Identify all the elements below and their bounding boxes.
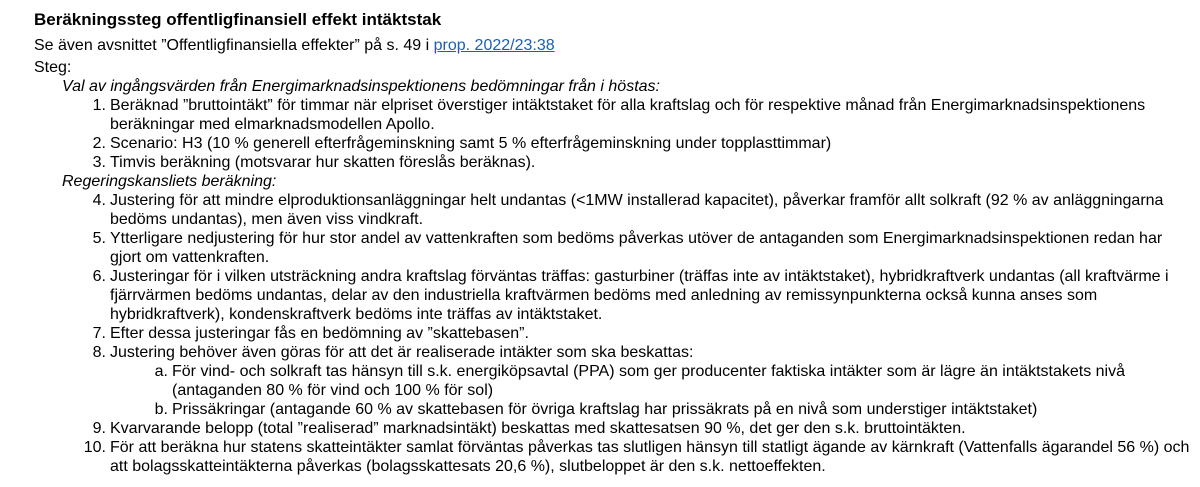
- sub-step-letter: b.: [154, 401, 168, 418]
- step-list: [62, 96, 1194, 172]
- see-also-line: [34, 36, 1194, 55]
- step-text: Beräknad ”bruttointäkt” för timmar när elpriset överstiger intäktstaket för alla kraftslag och för respektive månad från Energimarknadsinspektionens beräkningar med elmarknadsmodellen Apollo.: [110, 97, 1146, 133]
- see-also-text: Se även avsnittet ”Offentligfinansiella effekter” på s. 49 i: [34, 37, 434, 54]
- step-number: 4.: [92, 192, 106, 209]
- sub-list-item: [110, 362, 1194, 400]
- step-list: [62, 191, 1194, 476]
- step-text: Justering behöver även göras för att det är realiserade intäkter som ska beskattas:: [110, 344, 694, 361]
- sub-list: [110, 362, 1194, 419]
- step-number: 9.: [92, 420, 106, 437]
- sub-step-text: Prissäkringar (antagande 60 % av skattebasen för övriga kraftslag har prissäkrats på en nivå som understiger intäktstaket): [172, 401, 1038, 418]
- list-item: [62, 96, 1194, 134]
- step-number: 6.: [92, 268, 106, 285]
- step-text: Kvarvarande belopp (total ”realiserad” marknadsintäkt) beskattas med skattesatsen 90 %, det ger den s.k. bruttointäkten.: [110, 420, 966, 437]
- step-text: Ytterligare nedjustering för hur stor andel av vattenkraften som bedöms påverkas utöver de antaganden som Energimarknadsinspektionen redan har gjort om vattenkraften.: [110, 230, 1163, 266]
- step-text: Timvis beräkning (motsvarar hur skatten föreslås beräknas).: [110, 154, 536, 171]
- proposition-link[interactable]: prop. 2022/23:38: [433, 37, 555, 54]
- sub-step-letter: a.: [154, 363, 168, 380]
- step-text: Scenario: H3 (10 % generell efterfrågeminskning samt 5 % efterfrågeminskning under topplasttimmar): [110, 135, 832, 152]
- list-item: [62, 153, 1194, 172]
- step-text: Justering för att mindre elproduktionsanläggningar helt undantas (<1MW installerad kapacitet), påverkar framför allt solkraft (92 % av anläggningarna bedöms undantas), men även viss vindkraft.: [110, 192, 1164, 228]
- list-item: [62, 191, 1194, 229]
- step-number: 5.: [92, 230, 106, 247]
- list-item: [62, 324, 1194, 343]
- section-heading: Regeringskansliets beräkning:: [62, 173, 277, 190]
- document-title: Beräkningssteg offentligfinansiell effekt intäktstak: [34, 10, 442, 29]
- sub-list-item: [110, 400, 1194, 419]
- step-number: 8.: [92, 344, 106, 361]
- document: [34, 10, 1194, 476]
- step-text: Justeringar för i vilken utsträckning andra kraftslag förväntas träffas: gasturbiner (träffas inte av intäktstaket), hybridkraftverk undantas (all kraftvärme i fjärrvärmen bedöms undantas, delar av den industriella kraftvärmen bedöms med anledning av remissynpunkterna också kunna anses som hybridkraftverk), kondenskraftverk bedöms inte träffas av intäktstaket.: [110, 268, 1169, 323]
- step-number: 1.: [92, 97, 106, 114]
- section-government-calculation: [62, 172, 1194, 476]
- list-item: [62, 229, 1194, 267]
- steps-label: Steg:: [34, 59, 72, 76]
- step-text: För att beräkna hur statens skatteintäkter samlat förväntas påverkas tas slutligen hänsyn till statligt ägande av kärnkraft (Vattenfalls ägarandel 56 %) och att bolagsskatteintäkterna påverkas (bolagsskattesats 20,6 %), slutbeloppet är den s.k. nettoeffekten.: [110, 439, 1190, 475]
- step-number: 2.: [92, 135, 106, 152]
- step-number: 3.: [92, 154, 106, 171]
- sub-step-text: För vind- och solkraft tas hänsyn till s.k. energiköpsavtal (PPA) som ger producenter faktiska intäkter som är lägre än intäktstakets nivå (antaganden 80 % för vind och 100 % för sol): [172, 363, 1126, 399]
- list-item: [62, 419, 1194, 438]
- list-item: [62, 267, 1194, 324]
- section-heading: Val av ingångsvärden från Energimarknadsinspektionens bedömningar från i höstas:: [62, 78, 660, 95]
- list-item: [62, 134, 1194, 153]
- step-number: 7.: [92, 325, 106, 342]
- step-number: 10.: [83, 439, 106, 456]
- list-item: [62, 343, 1194, 419]
- section-input-values: [62, 77, 1194, 172]
- step-text: Efter dessa justeringar fås en bedömning av ”skattebasen”.: [110, 325, 529, 342]
- list-item: [62, 438, 1194, 476]
